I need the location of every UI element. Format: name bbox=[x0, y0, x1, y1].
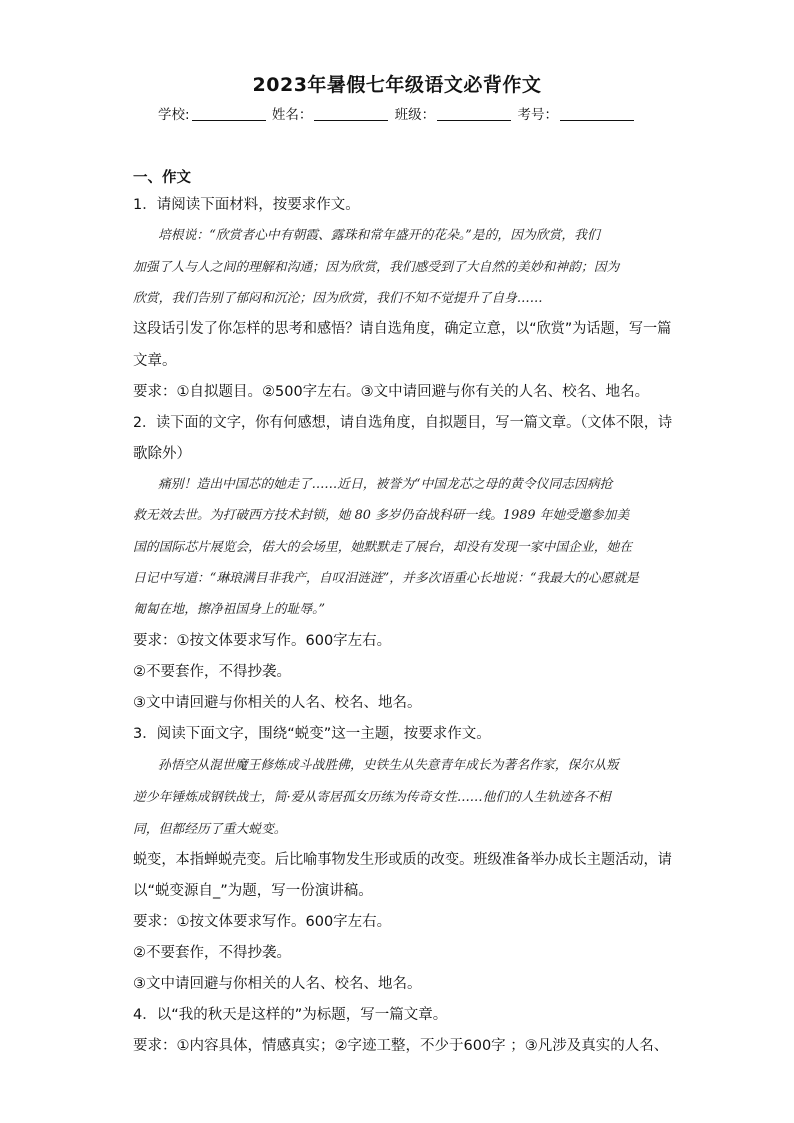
q1-quote-line: 培根说：“欣赏者心中有朝霞、露珠和常年盛开的花朵。”是的，因为欣赏，我们 bbox=[158, 228, 600, 243]
q3-quote-line: 逆少年锤炼成钢铁战士，简·爱从寄居孤女历练为传奇女性……他们的人生轨迹各不相 bbox=[133, 790, 611, 805]
q2-requirement: ③文中请回避与你相关的人名、校名、地名。 bbox=[133, 695, 422, 711]
q3-quote-line: 同，但都经历了重大蜕变。 bbox=[133, 822, 287, 837]
page-title: 2023年暑假七年级语文必背作文 bbox=[252, 74, 542, 96]
school-blank[interactable] bbox=[192, 108, 266, 121]
student-info-line bbox=[0, 103, 794, 123]
q3-requirement: 要求：①按文体要求写作。600字左右。 bbox=[133, 914, 392, 930]
name-label: 姓名： bbox=[271, 107, 313, 123]
exam-number-blank[interactable] bbox=[560, 108, 634, 121]
q2-requirement: ②不要套作，不得抄袭。 bbox=[133, 664, 291, 680]
q2-quote-line: 救无效去世。为打破西方技术封锁，她 80 多岁仍奋战科研一线。1989 年她受邀参加美 bbox=[133, 508, 630, 523]
class-label: 班级： bbox=[394, 107, 436, 123]
q3-quote-line: 孙悟空从混世魔王修炼成斗战胜佛，史铁生从失意青年成长为著名作家，保尔从叛 bbox=[158, 758, 619, 773]
q4-requirements: 要求：①内容具体，情感真实；②字迹工整，不少于600字 ；③凡涉及真实的人名、 bbox=[133, 1038, 669, 1054]
q2-quote-line: 匍匐在地，擦净祖国身上的耻辱。” bbox=[133, 602, 326, 617]
class-blank[interactable] bbox=[437, 108, 511, 121]
q2-quote-line: 日记中写道：“琳琅满目非我产，自叹泪涟涟”，并多次语重心长地说：“我最大的心愿就是 bbox=[133, 571, 639, 586]
q2-prompt-line: 歌除外） bbox=[133, 446, 191, 462]
name-blank[interactable] bbox=[314, 108, 388, 121]
q2-requirement: 要求：①按文体要求写作。600字左右。 bbox=[133, 633, 392, 649]
exam-number-label: 考号： bbox=[517, 107, 558, 123]
section-heading: 一、作文 bbox=[133, 170, 191, 186]
q3-requirement: ②不要套作，不得抄袭。 bbox=[133, 945, 291, 961]
q2-quote-line: 国的国际芯片展览会，偌大的会场里，她默默走了展台，却没有发现一家中国企业，她在 bbox=[133, 540, 633, 555]
q3-prompt: 3．阅读下面文字，围绕“蜕变”这一主题，按要求作文。 bbox=[133, 726, 491, 742]
q3-requirement: ③文中请回避与你相关的人名、校名、地名。 bbox=[133, 976, 422, 992]
q1-quote-line: 加强了人与人之间的理解和沟通；因为欣赏，我们感受到了大自然的美妙和神韵；因为 bbox=[133, 260, 620, 275]
q1-task-line: 文章。 bbox=[133, 353, 177, 369]
q1-task-line: 这段话引发了你怎样的思考和感悟？请自选角度，确定立意，以“欣赏”为话题，写一篇 bbox=[133, 321, 672, 337]
q1-prompt: 1．请阅读下面材料，按要求作文。 bbox=[133, 197, 360, 213]
q1-quote-line: 欣赏，我们告别了郁闷和沉沦；因为欣赏，我们不知不觉提升了自身…… bbox=[133, 291, 543, 306]
q1-requirements: 要求：①自拟题目。②500字左右。③文中请回避与你有关的人名、校名、地名。 bbox=[133, 384, 650, 400]
q2-prompt-line: 2．读下面的文字，你有何感想，请自选角度，自拟题目，写一篇文章。（文体不限，诗 bbox=[133, 415, 673, 431]
q4-prompt: 4．以“我的秋天是这样的”为标题，写一篇文章。 bbox=[133, 1007, 448, 1023]
q3-task-line: 蜕变，本指蝉蜕壳变。后比喻事物发生形或质的改变。班级准备举办成长主题活动，请 bbox=[133, 852, 672, 868]
q2-quote-line: 痛别！造出中国芯的她走了……近日，被誉为“中国龙芯之母的黄令仪同志因病抢 bbox=[158, 477, 613, 492]
school-label: 学校: bbox=[158, 107, 190, 123]
q3-task-line: 以“蜕变源自_”为题，写一份演讲稿。 bbox=[133, 883, 373, 899]
